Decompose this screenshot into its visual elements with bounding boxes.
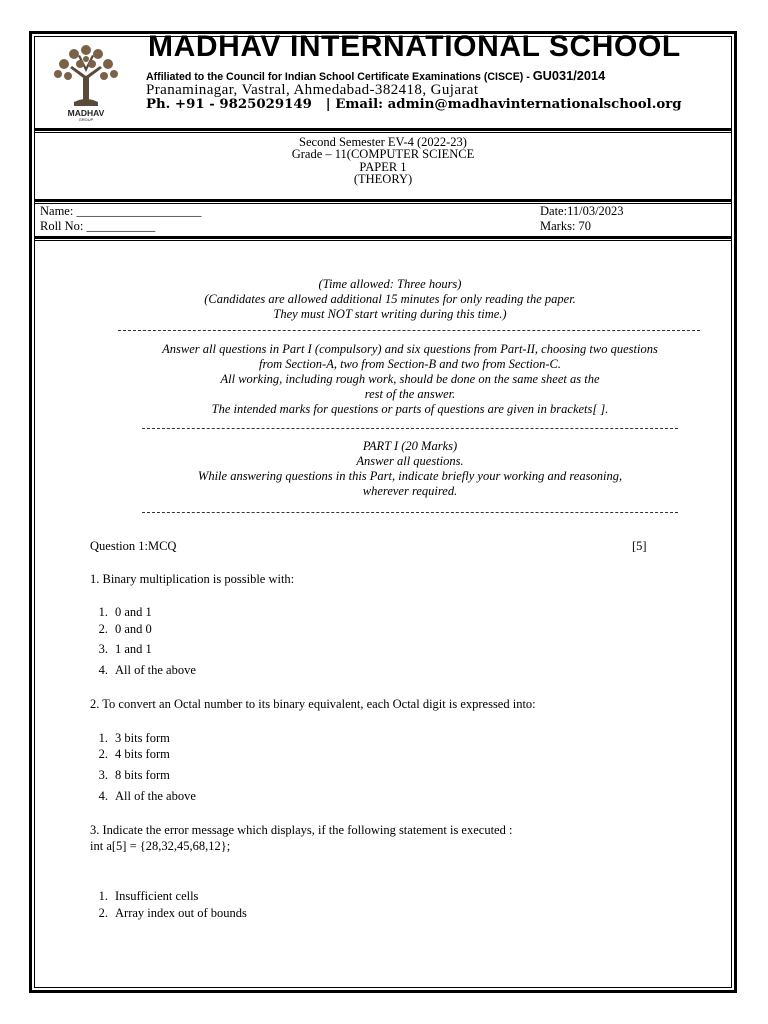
option-text: 4 bits form <box>115 747 170 761</box>
answer-instruction-3: All working, including rough work, should be done on the same sheet as the <box>220 372 600 386</box>
q3-option-1[interactable] <box>88 889 198 903</box>
q2-option-3[interactable] <box>88 768 170 782</box>
answer-instruction-1: Answer all questions in Part I (compulsory) and six questions from Part-II, choosing two questions <box>162 342 658 356</box>
option-text: All of the above <box>115 789 196 803</box>
q1-option-1[interactable] <box>88 605 152 619</box>
q1-option-4[interactable] <box>88 663 196 677</box>
option-number: 1. <box>98 889 108 903</box>
exam-divider <box>34 199 732 202</box>
option-number: 4. <box>98 663 108 677</box>
question-1-label: Question 1:MCQ <box>90 539 177 553</box>
exam-date: Date:11/03/2023 <box>540 204 624 218</box>
option-number: 1. <box>98 731 108 745</box>
part-1-required-note: wherever required. <box>362 484 458 498</box>
exam-grade: Grade – 11(COMPUTER SCIENCE <box>291 147 475 162</box>
option-text: 8 bits form <box>115 768 170 782</box>
exam-theory: (THEORY) <box>353 172 413 187</box>
part-1-header <box>140 439 680 499</box>
answer-instruction-4: rest of the answer. <box>364 387 456 401</box>
logo-text: MADHAV <box>67 108 105 118</box>
option-number: 2. <box>98 906 108 920</box>
no-writing-note: They must NOT start writing during this time.) <box>273 307 507 321</box>
question-1-marks: [5] <box>632 539 647 553</box>
option-number: 3. <box>98 768 108 782</box>
answer-instruction-2: from Section-A, two from Section-B and two from Section-C. <box>258 357 562 371</box>
q3-option-2[interactable] <box>88 906 247 920</box>
option-number: 2. <box>98 622 108 636</box>
option-number: 3. <box>98 642 108 656</box>
option-text: 1 and 1 <box>115 642 152 656</box>
affiliation-text: Affiliated to the Council for Indian School Certificate Examinations (CISCE) - <box>146 71 533 83</box>
option-text: 0 and 1 <box>115 605 152 619</box>
option-text: 3 bits form <box>115 731 170 745</box>
option-text: Array index out of bounds <box>115 906 247 920</box>
school-logo <box>44 42 128 122</box>
q2-option-2[interactable] <box>88 747 170 761</box>
q2-option-4[interactable] <box>88 789 196 803</box>
q1-option-3[interactable] <box>88 642 152 656</box>
total-marks: Marks: 70 <box>540 219 592 233</box>
affiliation-code: GU031/2014 <box>532 68 606 83</box>
school-address: Pranaminagar, Vastral, Ahmedabad-382418, Gujarat <box>146 82 479 98</box>
exam-semester: Second Semester EV-4 (2022-23) <box>299 135 467 149</box>
dashed-divider-3 <box>142 512 678 513</box>
dashed-divider-2 <box>142 428 678 429</box>
affiliation-line <box>146 68 605 83</box>
part-1-working-note: While answering questions in this Part, indicate briefly your working and reasoning, <box>197 469 623 483</box>
time-instructions <box>120 277 660 322</box>
school-name: MADHAV INTERNATIONAL SCHOOL <box>148 30 681 63</box>
part-1-title: PART I (20 Marks) <box>362 439 458 453</box>
q1-option-2[interactable] <box>88 622 152 636</box>
question-1-3-code: int a[5] = {28,32,45,68,12}; <box>90 839 231 853</box>
question-1-3-text: 3. Indicate the error message which displays, if the following statement is executed : <box>90 823 513 837</box>
answer-instructions <box>110 342 710 417</box>
option-number: 4. <box>98 789 108 803</box>
question-1-1-text: 1. Binary multiplication is possible with: <box>90 572 295 586</box>
time-allowed: (Time allowed: Three hours) <box>318 277 462 291</box>
question-1-2-text: 2. To convert an Octal number to its binary equivalent, each Octal digit is expressed into: <box>90 697 536 711</box>
option-text: All of the above <box>115 663 196 677</box>
q2-option-1[interactable] <box>88 731 170 745</box>
info-divider-thin <box>34 240 732 241</box>
logo-subtext: GROUP <box>78 117 94 122</box>
answer-instruction-5: The intended marks for questions or parts of questions are given in brackets[ ]. <box>211 402 609 416</box>
header-divider <box>34 128 732 131</box>
school-contact: Ph. +91 - 9825029149 | Email: admin@madhavinternationalschool.org <box>146 97 682 112</box>
dashed-divider-1 <box>118 330 700 331</box>
option-number: 1. <box>98 605 108 619</box>
info-divider <box>34 236 732 239</box>
option-number: 2. <box>98 747 108 761</box>
reading-time: (Candidates are allowed additional 15 minutes for only reading the paper. <box>204 292 576 306</box>
exam-details <box>34 136 732 186</box>
header-divider-thin <box>34 132 732 133</box>
name-field[interactable]: Name: ____________________ <box>40 204 202 218</box>
exam-paper: PAPER 1 <box>359 159 407 174</box>
option-text: 0 and 0 <box>115 622 152 636</box>
option-text: Insufficient cells <box>115 889 199 903</box>
roll-no-field[interactable]: Roll No: ___________ <box>40 219 156 233</box>
part-1-instruction: Answer all questions. <box>356 454 464 468</box>
